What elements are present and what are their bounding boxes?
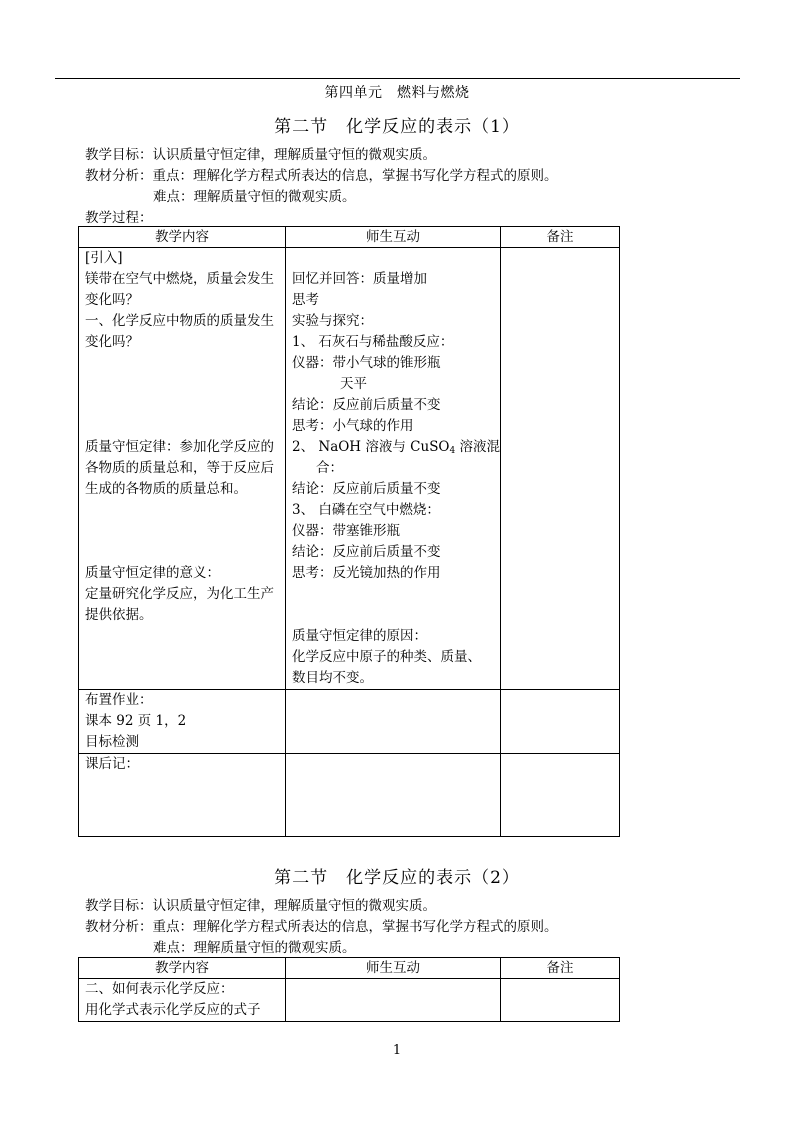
interaction-line: 思考 bbox=[292, 292, 319, 308]
reason-line2: 数目均不变。 bbox=[292, 670, 373, 686]
homework-title: 布置作业： bbox=[85, 692, 153, 708]
interaction-line: 结论：反应前后质量不变 bbox=[292, 397, 441, 413]
page-number: 1 bbox=[392, 1043, 402, 1058]
afterword-notes-cell bbox=[501, 754, 620, 837]
law-line2: 各物质的质量总和，等于反应后 bbox=[85, 460, 274, 476]
interaction-line: 回忆并回答：质量增加 bbox=[292, 271, 427, 287]
meaning-line2: 定量研究化学反应，为化工生产 bbox=[85, 586, 274, 602]
lesson1-table bbox=[78, 226, 620, 837]
header-rule bbox=[55, 78, 740, 79]
interaction-line: 合： bbox=[316, 460, 343, 476]
reason-line1: 化学反应中原子的种类、质量、 bbox=[292, 649, 481, 665]
intro-tag: [引入] bbox=[85, 250, 123, 266]
law-line3: 生成的各物质的质量总和。 bbox=[85, 481, 247, 497]
lesson2-analysis-key: 教材分析：重点：理解化学方程式所表达的信息，掌握书写化学方程式的原则。 bbox=[85, 919, 558, 935]
lesson2-analysis-difficult: 难点：理解质量守恒的微观实质。 bbox=[153, 940, 356, 956]
header-notes: 备注 bbox=[501, 227, 620, 248]
interaction-line: 思考：反光镜加热的作用 bbox=[292, 565, 441, 581]
interaction-cell bbox=[286, 248, 501, 690]
lesson1-title: 第二节 化学反应的表示（1） bbox=[274, 117, 520, 137]
question-2-line2: 变化吗？ bbox=[85, 334, 139, 350]
lesson2-content-line2: 用化学式表示化学反应的式子 bbox=[85, 1002, 261, 1018]
lesson1-main-row bbox=[79, 248, 620, 690]
question-1-line1: 镁带在空气中燃烧，质量会发生 bbox=[85, 271, 274, 287]
homework-cell bbox=[79, 690, 286, 754]
interaction-line: 仪器：带塞锥形瓶 bbox=[292, 523, 400, 539]
unit-title: 第四单元 燃料与燃烧 bbox=[324, 85, 470, 101]
lesson2-goal: 教学目标：认识质量守恒定律，理解质量守恒的微观实质。 bbox=[85, 898, 436, 914]
header-interaction: 师生互动 bbox=[286, 958, 501, 979]
interaction-cell bbox=[286, 979, 501, 1022]
meaning-line3: 提供依据。 bbox=[85, 607, 153, 623]
lesson2-title: 第二节 化学反应的表示（2） bbox=[274, 868, 520, 888]
homework-interaction-cell bbox=[286, 690, 501, 754]
interaction-line: 实验与探究： bbox=[292, 313, 373, 329]
interaction-line-experiment-2: 2、 NaOH 溶液与 CuSO$_4$ 溶液混 bbox=[292, 439, 501, 456]
lesson1-table-header-row bbox=[79, 227, 620, 248]
afterword-row bbox=[79, 754, 620, 837]
content-cell bbox=[79, 979, 286, 1022]
lesson2-table-header-row bbox=[79, 958, 620, 979]
afterword-label: 课后记： bbox=[85, 756, 139, 772]
question-1-line2: 变化吗？ bbox=[85, 292, 139, 308]
afterword-cell bbox=[79, 754, 286, 837]
reason-title: 质量守恒定律的原因： bbox=[292, 628, 427, 644]
interaction-line: 结论：反应前后质量不变 bbox=[292, 544, 441, 560]
lesson2-content-line1: 二、如何表示化学反应： bbox=[85, 981, 234, 997]
content-cell bbox=[79, 248, 286, 690]
lesson2-main-row bbox=[79, 979, 620, 1022]
interaction-line: 3、 白磷在空气中燃烧： bbox=[292, 502, 440, 518]
header-notes: 备注 bbox=[501, 958, 620, 979]
lesson2-table bbox=[78, 957, 620, 1022]
header-interaction: 师生互动 bbox=[286, 227, 501, 248]
interaction-line: 思考：小气球的作用 bbox=[292, 418, 414, 434]
interaction-line: 天平 bbox=[340, 376, 367, 392]
lesson1-goal: 教学目标：认识质量守恒定律，理解质量守恒的微观实质。 bbox=[85, 147, 436, 163]
homework-notes-cell bbox=[501, 690, 620, 754]
notes-cell bbox=[501, 248, 620, 690]
meaning-line1: 质量守恒定律的意义： bbox=[85, 565, 220, 581]
homework-row bbox=[79, 690, 620, 754]
homework-line1: 课本 92 页 1，2 bbox=[85, 713, 187, 729]
notes-cell bbox=[501, 979, 620, 1022]
lesson1-analysis-difficult: 难点：理解质量守恒的微观实质。 bbox=[153, 189, 356, 205]
question-2-line1: 一、化学反应中物质的质量发生 bbox=[85, 313, 274, 329]
homework-line2: 目标检测 bbox=[85, 734, 139, 750]
header-content: 教学内容 bbox=[79, 227, 286, 248]
interaction-line: 结论：反应前后质量不变 bbox=[292, 481, 441, 497]
law-line1: 质量守恒定律：参加化学反应的 bbox=[85, 439, 274, 455]
lesson1-process-label: 教学过程： bbox=[85, 210, 153, 226]
afterword-interaction-cell bbox=[286, 754, 501, 837]
header-content: 教学内容 bbox=[79, 958, 286, 979]
interaction-line: 仪器：带小气球的锥形瓶 bbox=[292, 355, 441, 371]
interaction-line: 1、 石灰石与稀盐酸反应： bbox=[292, 334, 454, 350]
lesson1-analysis-key: 教材分析：重点：理解化学方程式所表达的信息，掌握书写化学方程式的原则。 bbox=[85, 168, 558, 184]
